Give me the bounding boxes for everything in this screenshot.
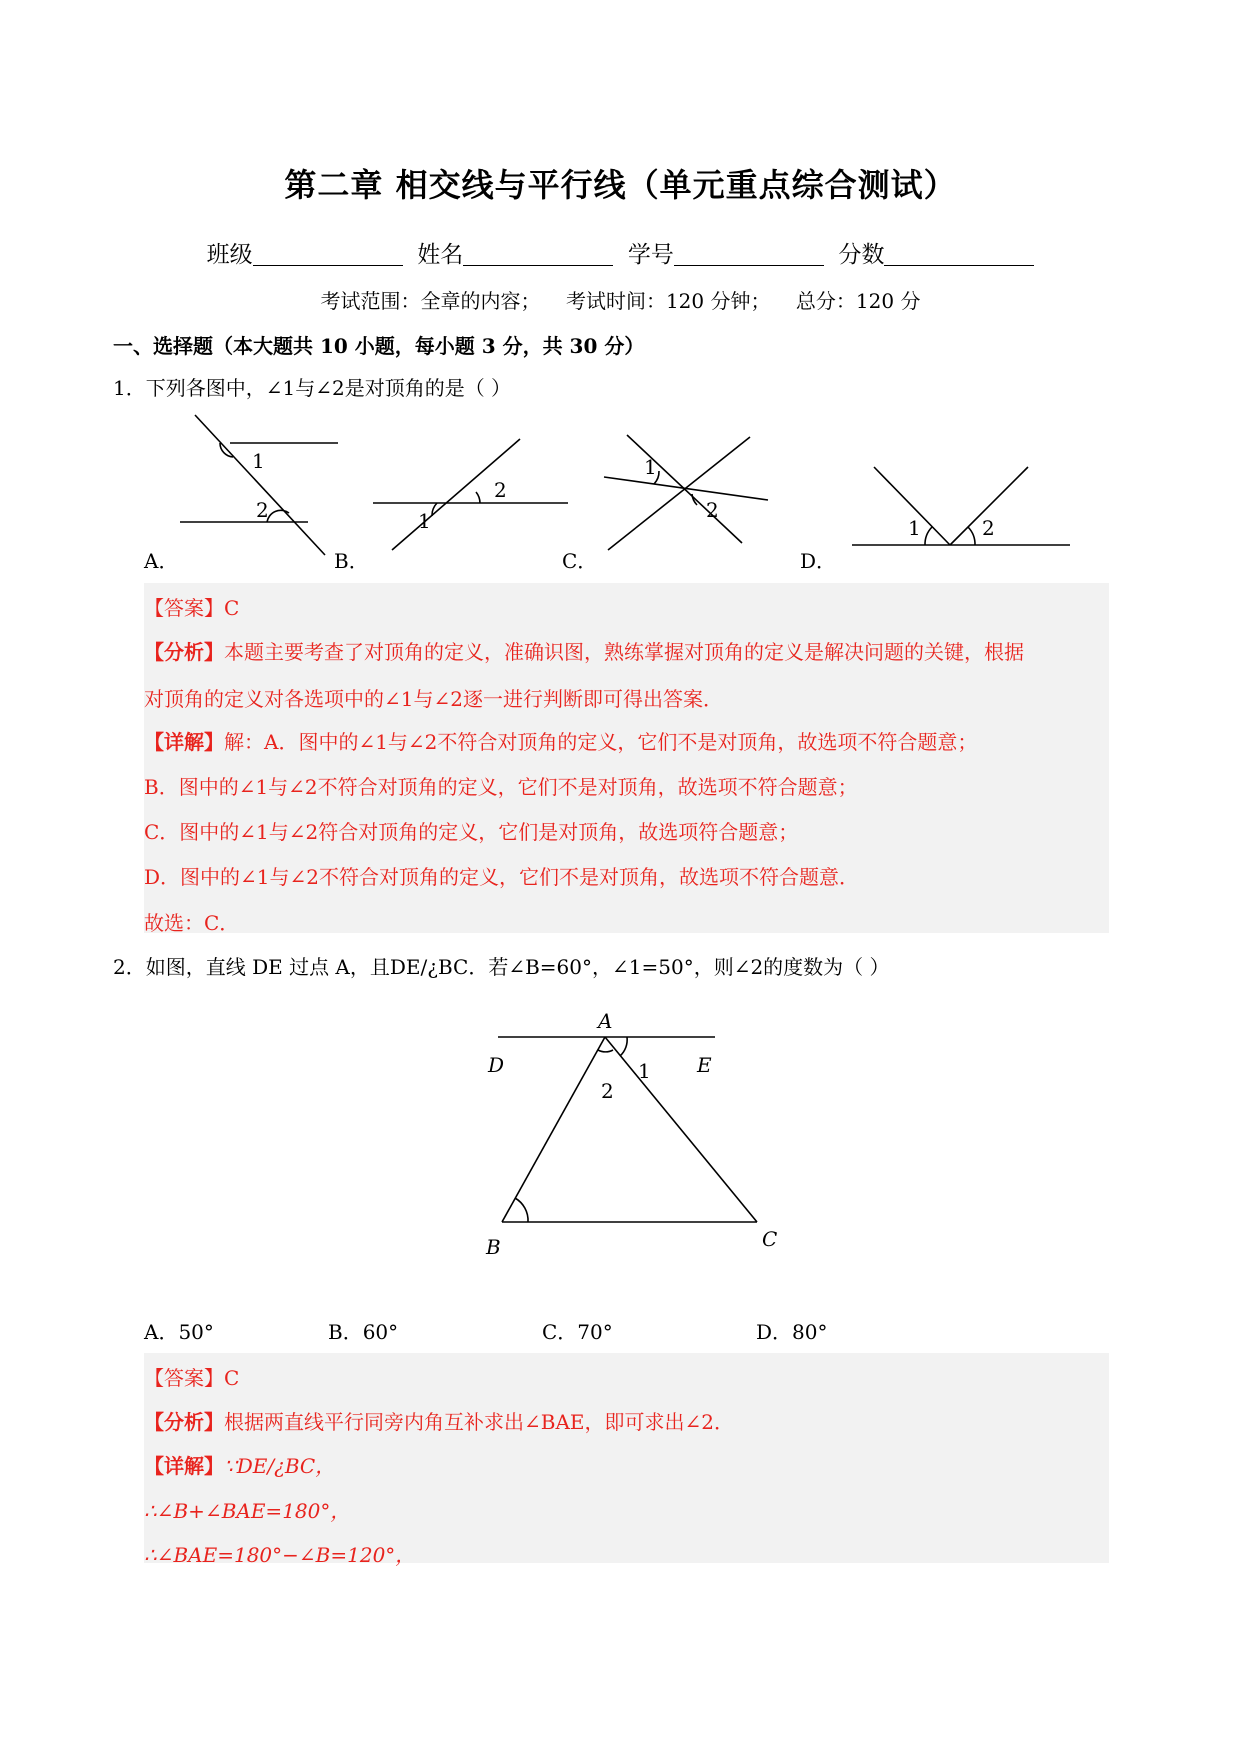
q2-option-a: A．50° bbox=[144, 1320, 214, 1344]
fig-c-label-1: 1 bbox=[644, 455, 657, 479]
figure-b bbox=[373, 439, 568, 550]
fig-b-label-1: 1 bbox=[418, 509, 431, 533]
q2-detail-line-1: ∵DE/¿BC， bbox=[224, 1454, 336, 1478]
q1-option-d: D． bbox=[800, 549, 837, 573]
student-info-line bbox=[0, 236, 1241, 269]
fig-a-label-2: 2 bbox=[256, 498, 269, 522]
fig-c-label-2: 2 bbox=[706, 498, 719, 522]
score-label: 分数 bbox=[838, 242, 885, 268]
question-1-text: 1．下列各图中，∠1与∠2是对顶角的是（ ） bbox=[113, 376, 512, 400]
point-e-label: E bbox=[697, 1053, 712, 1077]
fig-d-label-2: 2 bbox=[982, 516, 995, 540]
q2-analysis-line: 根据两直线平行同旁内角互补求出∠BAE，即可求出∠2． bbox=[224, 1410, 734, 1434]
q1-analysis-head: 【分析】 bbox=[144, 640, 224, 664]
angle-2-label: 2 bbox=[601, 1079, 614, 1103]
q1-option-a: A． bbox=[144, 549, 179, 573]
point-a-label: A bbox=[598, 1009, 613, 1033]
exam-range: 考试范围：全章的内容； 考试时间：120 分钟； 总分：120 分 bbox=[320, 289, 921, 313]
q1-option-b: B． bbox=[334, 549, 369, 573]
class-label: 班级 bbox=[206, 242, 253, 268]
question-2-figure bbox=[470, 1000, 810, 1260]
q1-analysis-line-1: 本题主要考查了对顶角的定义，准确识图，熟练掌握对顶角的定义是解决问题的关键，根据 bbox=[224, 640, 1024, 664]
figure-d bbox=[852, 467, 1070, 545]
figure-c bbox=[604, 435, 768, 550]
q1-answer: 【答案】C bbox=[144, 596, 240, 620]
point-c-label: C bbox=[762, 1227, 778, 1251]
figure-a bbox=[180, 415, 338, 555]
q1-detail-line-1: 解：A．图中的∠1与∠2不符合对顶角的定义，它们不是对顶角，故选项不符合题意； bbox=[224, 730, 978, 754]
name-label: 姓名 bbox=[417, 242, 464, 268]
q2-option-d: D．80° bbox=[756, 1320, 828, 1344]
q2-answer: 【答案】C bbox=[144, 1366, 240, 1390]
fig-b-label-2: 2 bbox=[494, 478, 507, 502]
q2-detail-line-3: ∴∠BAE=180°−∠B=120°， bbox=[144, 1543, 416, 1567]
name-blank bbox=[463, 243, 613, 266]
page-title: 第二章 相交线与平行线（单元重点综合测试） bbox=[284, 166, 957, 204]
score-blank bbox=[884, 243, 1034, 266]
id-blank bbox=[674, 243, 824, 266]
q1-detail-head: 【详解】 bbox=[144, 730, 224, 754]
q1-detail-line-5: 故选：C． bbox=[144, 911, 240, 935]
q2-option-c: C．70° bbox=[542, 1320, 613, 1344]
class-blank bbox=[253, 243, 403, 266]
id-label: 学号 bbox=[627, 242, 674, 268]
q2-option-b: B．60° bbox=[328, 1320, 399, 1344]
q1-detail-line-2: B．图中的∠1与∠2不符合对顶角的定义，它们不是对顶角，故选项不符合题意； bbox=[144, 775, 858, 799]
angle-1-label: 1 bbox=[638, 1059, 651, 1083]
fig-d-label-1: 1 bbox=[908, 516, 921, 540]
q1-option-c: C． bbox=[562, 549, 598, 573]
q1-analysis-line-2: 对顶角的定义对各选项中的∠1与∠2逐一进行判断即可得出答案． bbox=[144, 687, 723, 711]
point-b-label: B bbox=[486, 1235, 501, 1259]
q2-detail-line-2: ∴∠B+∠BAE=180°， bbox=[144, 1499, 351, 1523]
q2-analysis-head: 【分析】 bbox=[144, 1410, 224, 1434]
point-d-label: D bbox=[488, 1053, 505, 1077]
q1-detail-line-3: C．图中的∠1与∠2符合对顶角的定义，它们是对顶角，故选项符合题意； bbox=[144, 820, 799, 844]
fig-a-label-1: 1 bbox=[252, 449, 265, 473]
q2-detail-head: 【详解】 bbox=[144, 1454, 224, 1478]
section-title: 一、选择题（本大题共 10 小题，每小题 3 分，共 30 分） bbox=[113, 334, 645, 358]
q1-detail-line-4: D．图中的∠1与∠2不符合对顶角的定义，它们不是对顶角，故选项不符合题意． bbox=[144, 865, 859, 889]
question-2-text: 2．如图，直线 DE 过点 A，且DE/¿BC．若∠B=60°，∠1=50°，则∠2的度数为（ ） bbox=[113, 955, 890, 979]
question-1-figures bbox=[140, 405, 1110, 565]
